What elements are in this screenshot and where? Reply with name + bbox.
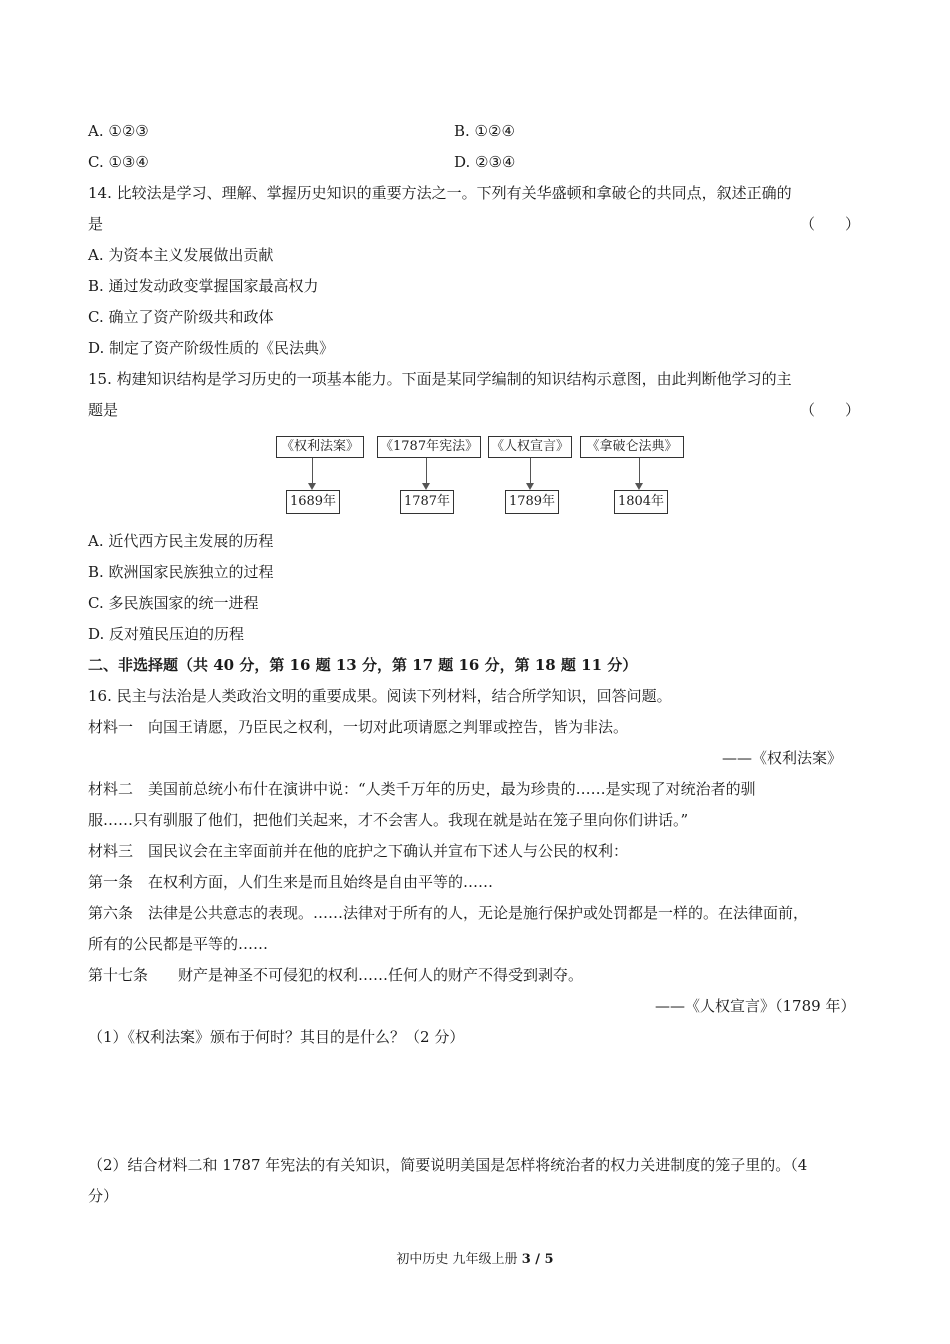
q14-option-a: A. 为资本主义发展做出贡献 bbox=[88, 246, 274, 264]
diagram-doc-bill-of-rights: 《权利法案》 bbox=[276, 436, 364, 458]
footer-text: 初中历史 九年级上册 bbox=[396, 1252, 522, 1267]
q13-option-d: D. ②③④ bbox=[454, 153, 516, 171]
q15-option-c: C. 多民族国家的统一进程 bbox=[88, 594, 259, 612]
footer-page-number: 3 / 5 bbox=[521, 1252, 554, 1267]
q15-option-b: B. 欧洲国家民族独立的过程 bbox=[88, 563, 274, 581]
q15-option-d: D. 反对殖民压迫的历程 bbox=[88, 625, 245, 643]
q16-material-1: 材料一 向国王请愿，乃臣民之权利，一切对此项请愿之判罪或控告，皆为非法。 bbox=[88, 718, 629, 736]
diagram-year-1804: 1804年 bbox=[614, 490, 668, 514]
diagram-arrow-1 bbox=[312, 458, 313, 488]
diagram-doc-napoleonic-code: 《拿破仑法典》 bbox=[580, 436, 684, 458]
diagram-year-1789: 1789年 bbox=[505, 490, 559, 514]
q14-option-b: B. 通过发动政变掌握国家最高权力 bbox=[88, 277, 319, 295]
q16-stem: 16. 民主与法治是人类政治文明的重要成果。阅读下列材料，结合所学知识，回答问题。 bbox=[88, 687, 672, 705]
knowledge-structure-diagram bbox=[276, 436, 686, 520]
q15-stem-cont: 题是 bbox=[88, 401, 119, 419]
q16-article-6-cont: 所有的公民都是平等的…… bbox=[88, 935, 269, 953]
q16-material-2: 材料二 美国前总统小布什在演讲中说：“人类千万年的历史，最为珍贵的……是实现了对统治者的驯 bbox=[88, 780, 756, 798]
q13-option-c: C. ①③④ bbox=[88, 153, 149, 171]
diagram-arrow-2 bbox=[426, 458, 427, 488]
q16-subquestion-2: （2）结合材料二和 1787 年宪法的有关知识，简要说明美国是怎样将统治者的权力关进制度的笼子里的。（4 bbox=[88, 1156, 808, 1174]
q14-stem-cont: 是 bbox=[88, 215, 104, 233]
q16-subquestion-1: （1）《权利法案》颁布于何时？其目的是什么？（2 分） bbox=[88, 1028, 465, 1046]
q13-option-b: B. ①②④ bbox=[454, 122, 515, 140]
section-2-title: 二、非选择题（共 40 分，第 16 题 13 分，第 17 题 16 分，第 18 题 11 分） bbox=[88, 656, 638, 674]
q16-material-3: 材料三 国民议会在主宰面前并在他的庇护之下确认并宣布下述人与公民的权利： bbox=[88, 842, 629, 860]
diagram-year-1689: 1689年 bbox=[286, 490, 340, 514]
q14-stem: 14. 比较法是学习、理解、掌握历史知识的重要方法之一。下列有关华盛顿和拿破仑的共同点，叙述正确的 bbox=[88, 184, 792, 202]
q16-material-2-cont: 服……只有驯服了他们，把他们关起来，才不会害人。我现在就是站在笼子里向你们讲话。” bbox=[88, 811, 689, 829]
diagram-doc-1787-constitution: 《1787年宪法》 bbox=[377, 436, 481, 458]
diagram-year-1787: 1787年 bbox=[400, 490, 454, 514]
q16-material-3-source: ——《人权宣言》（1789 年） bbox=[655, 997, 856, 1015]
q14-option-d: D. 制定了资产阶级性质的《民法典》 bbox=[88, 339, 335, 357]
diagram-doc-declaration: 《人权宣言》 bbox=[488, 436, 572, 458]
q16-article-17: 第十七条 财产是神圣不可侵犯的权利……任何人的财产不得受到剥夺。 bbox=[88, 966, 584, 984]
q13-option-a: A. ①②③ bbox=[88, 122, 149, 140]
q16-material-1-source: ——《权利法案》 bbox=[722, 749, 843, 767]
diagram-arrow-3 bbox=[530, 458, 531, 488]
q15-option-a: A. 近代西方民主发展的历程 bbox=[88, 532, 274, 550]
q14-option-c: C. 确立了资产阶级共和政体 bbox=[88, 308, 274, 326]
q14-answer-paren: （ ） bbox=[800, 215, 861, 233]
q16-article-6: 第六条 法律是公共意志的表现。……法律对于所有的人，无论是施行保护或处罚都是一样的。在法律面前， bbox=[88, 904, 809, 922]
diagram-arrow-4 bbox=[639, 458, 640, 488]
q15-answer-paren: （ ） bbox=[800, 401, 861, 419]
q15-stem: 15. 构建知识结构是学习历史的一项基本能力。下面是某同学编制的知识结构示意图，由此判断他学习的主 bbox=[88, 370, 792, 388]
q16-subquestion-2-cont: 分） bbox=[88, 1187, 119, 1205]
q16-article-1: 第一条 在权利方面，人们生来是而且始终是自由平等的…… bbox=[88, 873, 494, 891]
page-footer bbox=[0, 1251, 950, 1269]
